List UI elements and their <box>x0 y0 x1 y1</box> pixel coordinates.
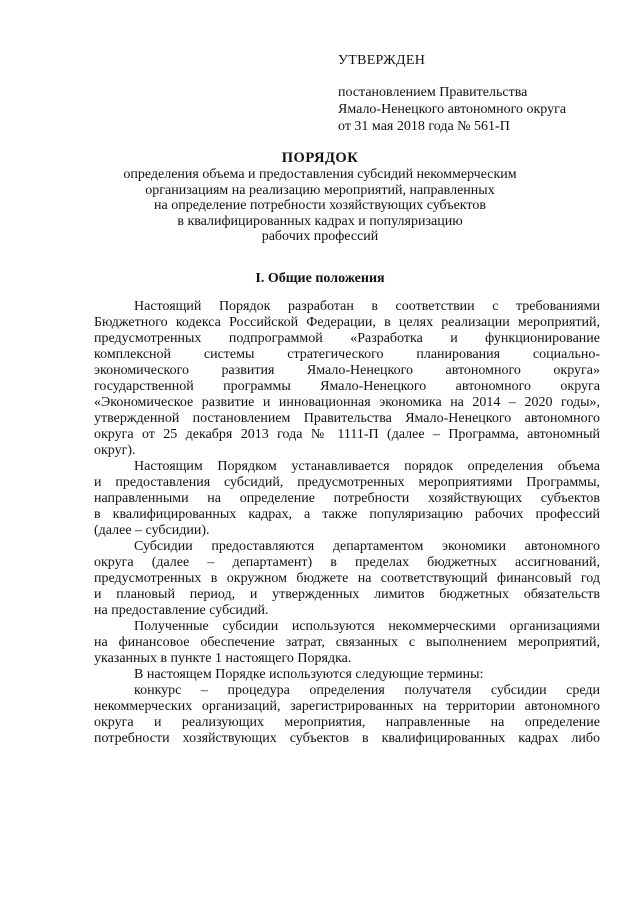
body-line: и предоставления субсидий, предусмотренных мероприятиями Программы, <box>94 475 600 490</box>
section-heading: I. Общие положения <box>255 271 385 286</box>
title-subtitle-line: организациям на реализацию мероприятий, направленных <box>145 182 495 198</box>
document-title-block <box>0 150 640 245</box>
body-line: округ). <box>94 443 136 458</box>
body-line: комплексной системы стратегического планирования социально- <box>94 347 600 362</box>
body-line: некоммерческих организаций, зарегистрированных на территории автономного <box>94 699 600 714</box>
body-line: (далее – субсидии). <box>94 523 210 538</box>
title-subtitle-line: рабочих профессий <box>261 229 379 244</box>
body-line: и плановый период, и утвержденных лимитов бюджетных обязательств <box>94 587 600 602</box>
document-title: ПОРЯДОК <box>281 150 359 166</box>
body-line: «Экономическое развитие и инновационная экономика на 2014 – 2020 годы», <box>94 395 600 410</box>
document-body <box>94 299 600 747</box>
body-line: округа (далее – департамент) в пределах бюджетных ассигнований, <box>94 555 600 570</box>
approval-heading: УТВЕРЖДЕН <box>338 53 426 68</box>
body-line: на предоставление субсидий. <box>94 603 269 618</box>
body-line: Субсидии предоставляются департаментом экономики автономного <box>134 539 600 554</box>
title-subtitle-line: в квалифицированных кадрах и популяризацию <box>177 213 463 229</box>
body-line: утвержденной постановлением Правительства Ямало-Ненецкого автономного <box>94 411 600 426</box>
body-line: В настоящем Порядке используются следующие термины: <box>134 667 484 682</box>
body-line: на финансовое обеспечение затрат, связанных с выполнением мероприятий, <box>94 635 600 650</box>
body-line: предусмотренных в окружном бюджете на соответствующий финансовый год <box>94 571 600 586</box>
approval-block <box>338 52 566 135</box>
approval-line: постановлением Правительства <box>338 85 528 100</box>
approval-line: от 31 мая 2018 года № 561-П <box>338 119 510 134</box>
body-line: потребности хозяйствующих субъектов в квалифицированных кадрах либо <box>94 731 600 746</box>
body-line: Настоящий Порядок разработан в соответствии с требованиями <box>134 299 600 314</box>
body-line: в квалифицированных кадрах, а также популяризацию рабочих профессий <box>94 507 600 522</box>
body-line: округа и реализующих мероприятия, направленные на определение <box>94 715 600 730</box>
body-line: экономического развития Ямало-Ненецкого автономного округа» <box>94 363 600 378</box>
body-line: указанных в пункте 1 настоящего Порядка. <box>94 651 352 666</box>
body-line: направленными на определение потребности хозяйствующих субъектов <box>94 491 600 506</box>
body-line: Бюджетного кодекса Российской Федерации, в целях реализации мероприятий, <box>94 315 600 330</box>
body-line: государственной программы Ямало-Ненецкого автономного округа <box>94 379 600 394</box>
title-subtitle-line: определения объема и предоставления субсидий некоммерческим <box>123 167 517 182</box>
title-subtitle-line: на определение потребности хозяйствующих субъектов <box>154 198 486 213</box>
body-line: округа от 25 декабря 2013 года № 1111-П (далее – Программа, автономный <box>94 427 600 442</box>
body-line: Настоящим Порядком устанавливается порядок определения объема <box>134 459 600 474</box>
body-line: конкурс – процедура определения получателя субсидии среди <box>134 683 600 698</box>
approval-line: Ямало-Ненецкого автономного округа <box>338 102 567 117</box>
body-line: предусмотренных подпрограммой «Разработка и функционирование <box>94 331 600 346</box>
body-line: Полученные субсидии используются некоммерческими организациями <box>134 619 600 634</box>
